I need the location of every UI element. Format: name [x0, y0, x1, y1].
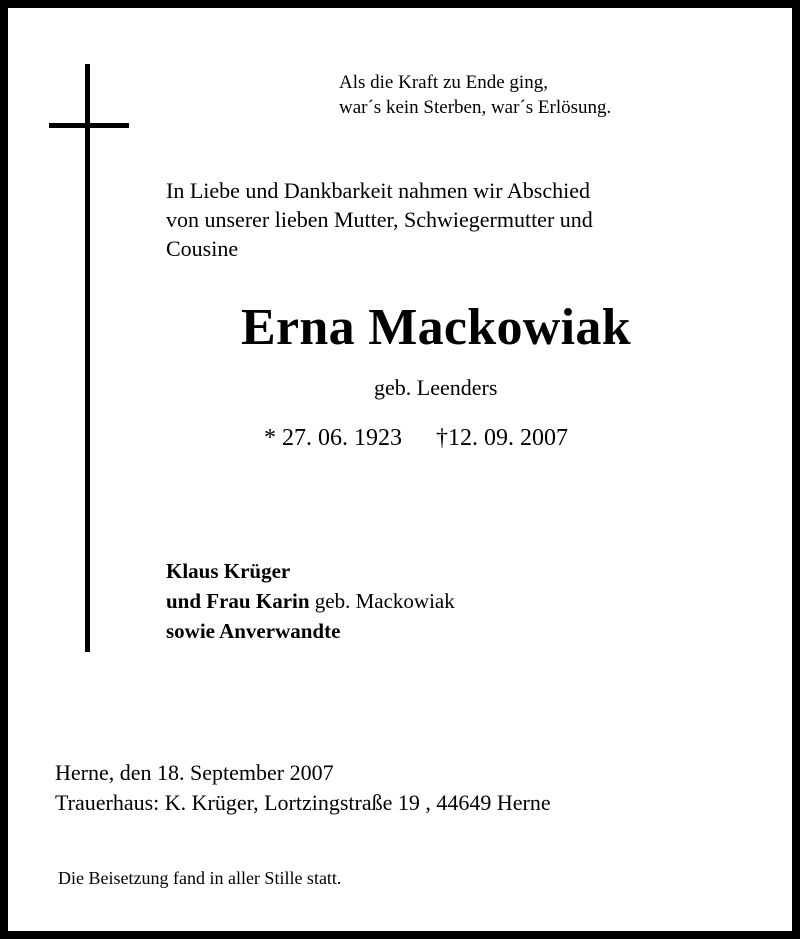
mourner-birth-name: geb. Mackowiak: [309, 589, 455, 613]
cross-vertical-bar: [85, 64, 90, 652]
burial-note: Die Beisetzung fand in aller Stille statt.: [58, 868, 342, 888]
motto: [339, 70, 611, 120]
place-and-address: [55, 758, 551, 818]
intro-line: Cousine: [166, 236, 239, 261]
place-date: Herne, den 18. September 2007: [55, 760, 334, 785]
death-date: †12. 09. 2007: [436, 425, 568, 451]
birth-date: * 27. 06. 1923: [264, 425, 402, 451]
intro-line: von unserer lieben Mutter, Schwiegermutter und: [166, 207, 593, 232]
deceased-name: Erna Mackowiak: [241, 299, 631, 356]
birth-name: geb. Leenders: [374, 375, 498, 400]
intro-text: [166, 176, 593, 263]
mourning-house-address: Trauerhaus: K. Krüger, Lortzingstraße 19 , 44649 Herne: [55, 790, 551, 815]
mourners: [166, 556, 455, 646]
motto-line: war´s kein Sterben, war´s Erlösung.: [339, 97, 612, 118]
intro-line: In Liebe und Dankbarkeit nahmen wir Abschied: [166, 178, 590, 203]
cross-horizontal-bar: [49, 123, 129, 128]
mourner-name: und Frau Karin: [166, 589, 310, 613]
mourner-relatives: sowie Anverwandte: [166, 619, 341, 643]
mourner-name: Klaus Krüger: [166, 559, 291, 583]
life-dates: [264, 422, 568, 454]
motto-line: Als die Kraft zu Ende ging,: [339, 72, 548, 93]
